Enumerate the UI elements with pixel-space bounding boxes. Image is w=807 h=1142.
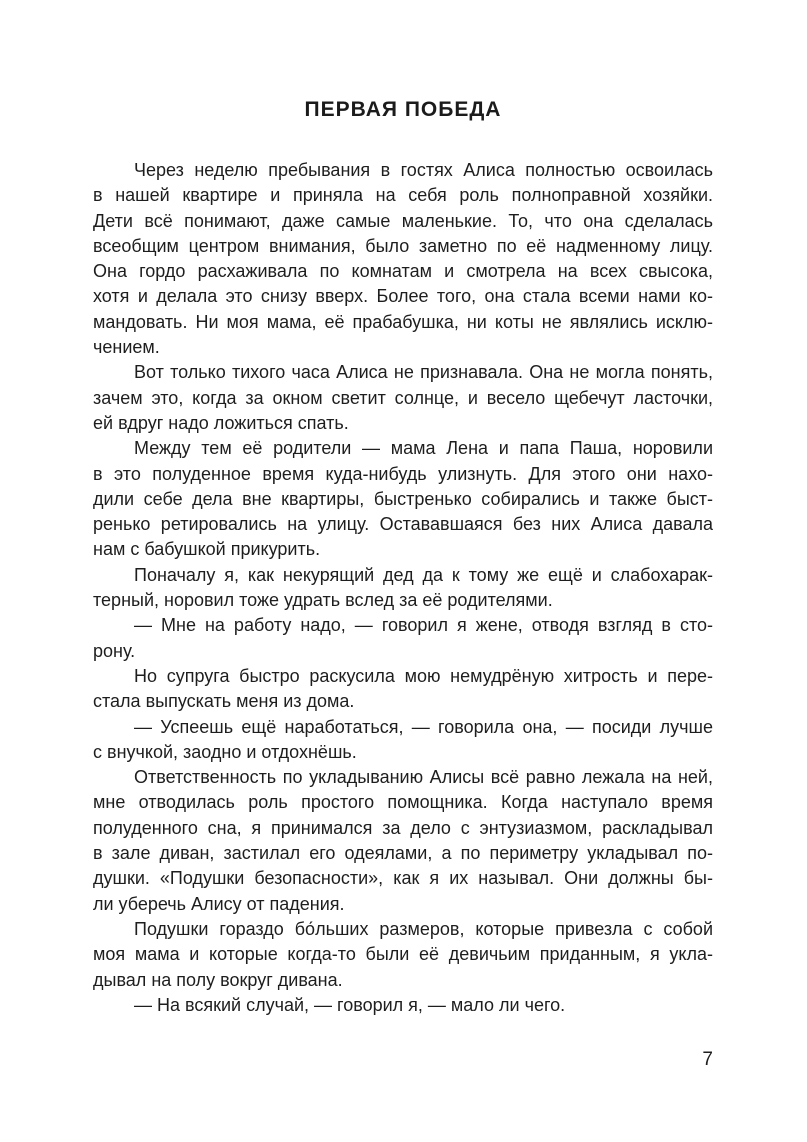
text-line: нам с бабушкой прикурить.	[93, 539, 321, 560]
text-line: дили себе дела вне квартиры, быстренько собирались и также быст-	[93, 488, 713, 509]
text-line: душки. «Подушки безопасности», как я их называл. Они должны бы-	[93, 868, 713, 889]
paragraph	[93, 436, 713, 562]
text-line: в это полуденное время куда-нибудь улизнуть. Для этого они нахо-	[93, 463, 713, 484]
text-line: с внучкой, заодно и отдохнёшь.	[93, 741, 357, 762]
text-line: мандовать. Ни моя мама, её прабабушка, ни коты не являлись исклю-	[93, 311, 713, 332]
text-line: Вот только тихого часа Алиса не признавала. Она не могла понять,	[134, 362, 713, 383]
text-line: ей вдруг надо ложиться спать.	[93, 412, 349, 433]
text-line: терный, норовил тоже удрать вслед за её родителями.	[93, 590, 553, 611]
text-line: в нашей квартире и приняла на себя роль полноправной хозяйки.	[93, 185, 713, 206]
paragraph	[93, 664, 713, 715]
paragraph	[93, 917, 713, 993]
text-block	[93, 98, 713, 1018]
text-line: — На всякий случай, — говорил я, — мало ли чего.	[134, 994, 566, 1015]
text-line: моя мама и которые когда-то были её девичьим приданным, я укла-	[93, 944, 713, 965]
text-line: Дети всё понимают, даже самые маленькие. То, что она сделалась	[93, 210, 713, 231]
text-line: всеобщим центром внимания, было заметно по её надменному лицу.	[93, 235, 713, 256]
text-line: зачем это, когда за окном светит солнце, и весело щебечут ласточки,	[93, 387, 713, 408]
text-line: дывал на полу вокруг дивана.	[93, 969, 343, 990]
body-text	[93, 158, 713, 1018]
text-line: рону.	[93, 640, 136, 661]
paragraph	[93, 360, 713, 436]
text-line: чением.	[93, 337, 160, 358]
paragraph	[93, 563, 713, 614]
chapter-title: ПЕРВАЯ ПОБЕДА	[304, 98, 502, 121]
paragraph	[93, 765, 713, 917]
text-line: Ответственность по укладыванию Алисы всё равно лежала на ней,	[134, 767, 713, 788]
text-line: полуденного сна, я принимался за дело с энтузиазмом, раскладывал	[93, 817, 713, 838]
text-line: Она гордо расхаживала по комнатам и смотрела на всех свысока,	[93, 261, 713, 282]
text-line: ренько ретировались на улицу. Остававшаяся без них Алиса давала	[93, 514, 713, 535]
text-line: Подушки гораздо бо́льших размеров, которые привезла с собой	[134, 918, 713, 939]
paragraph	[93, 715, 713, 766]
paragraph	[93, 993, 713, 1018]
text-line: Через неделю пребывания в гостях Алиса полностью освоилась	[134, 160, 713, 180]
paragraph	[93, 613, 713, 664]
text-line: хотя и делала это снизу вверх. Более того, она стала всеми нами ко-	[93, 286, 713, 307]
paragraph	[93, 158, 713, 360]
text-line: мне отводилась роль простого помощника. Когда наступало время	[93, 792, 713, 813]
text-line: в зале диван, застилал его одеялами, а по периметру укладывал по-	[93, 843, 713, 864]
text-line: — Успеешь ещё наработаться, — говорила она, — посиди лучше	[134, 716, 713, 737]
text-line: стала выпускать меня из дома.	[93, 691, 355, 712]
text-line: Поначалу я, как некурящий дед да к тому же ещё и слабохарак-	[134, 564, 713, 585]
text-line: — Мне на работу надо, — говорил я жене, отводя взгляд в сто-	[134, 615, 713, 636]
text-line: ли уберечь Алису от падения.	[93, 893, 345, 914]
text-line: Между тем её родители — мама Лена и папа Паша, норовили	[134, 438, 713, 459]
text-line: Но супруга быстро раскусила мою немудрёную хитрость и пере-	[134, 665, 713, 686]
page-number: 7	[702, 1049, 713, 1070]
